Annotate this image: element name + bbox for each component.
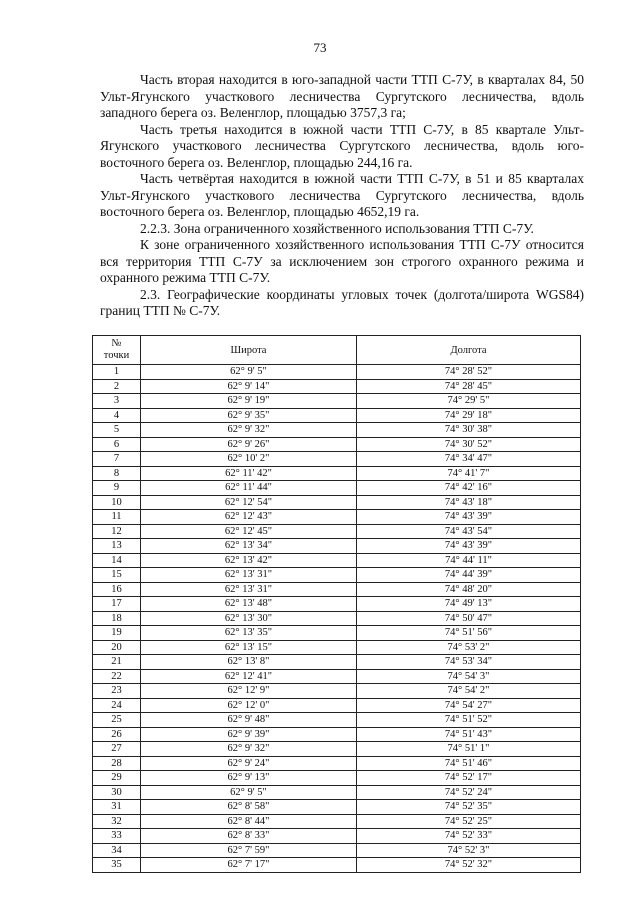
- page-number: 73: [313, 40, 327, 55]
- longitude-cell: 74° 51' 1": [357, 742, 581, 757]
- coordinates-table: [92, 335, 581, 873]
- longitude-cell: 74° 50' 47": [357, 611, 581, 626]
- latitude-cell: 62° 8' 44": [141, 814, 357, 829]
- latitude-cell: 62° 12' 43": [141, 510, 357, 525]
- paragraph-limited-use-zone: К зоне ограниченного хозяйственного использования ТТП С-7У относится вся территория ТТП С-7У за исключением зон строгого охранного режима и охранного режима ТТП С-7У.: [100, 237, 584, 285]
- longitude-cell: 74° 30' 38": [357, 423, 581, 438]
- table-row: [93, 858, 581, 873]
- longitude-cell: 74° 52' 24": [357, 785, 581, 800]
- table-row: [93, 510, 581, 525]
- longitude-cell: 74° 51' 46": [357, 756, 581, 771]
- table-row: [93, 756, 581, 771]
- latitude-cell: 62° 12' 41": [141, 669, 357, 684]
- point-number-cell: 12: [93, 524, 141, 539]
- latitude-cell: 62° 11' 42": [141, 466, 357, 481]
- section-heading-2-3: 2.3. Географические координаты угловых точек (долгота/широта WGS84) границ ТТП № С-7У.: [100, 286, 584, 318]
- table-row: [93, 669, 581, 684]
- table-body: [93, 365, 581, 873]
- table-row: [93, 408, 581, 423]
- longitude-cell: 74° 52' 25": [357, 814, 581, 829]
- table-row: [93, 365, 581, 380]
- longitude-cell: 74° 54' 3": [357, 669, 581, 684]
- table-row: [93, 611, 581, 626]
- longitude-cell: 74° 30' 52": [357, 437, 581, 452]
- paragraph-part-four: Часть четвёртая находится в южной части ТТП С-7У, в 51 и 85 кварталах Ульт-Ягунского участкового лесничества Сургутского лесничества, вдоль восточного берега оз. Веленглор, площадью 4652,19 га.: [100, 171, 584, 219]
- table-row: [93, 698, 581, 713]
- table-row: [93, 829, 581, 844]
- latitude-cell: 62° 13' 31": [141, 582, 357, 597]
- table-header-row: [93, 336, 581, 365]
- point-number-cell: 7: [93, 452, 141, 467]
- table-row: [93, 524, 581, 539]
- table-row: [93, 640, 581, 655]
- longitude-cell: 74° 43' 39": [357, 539, 581, 554]
- table-row: [93, 423, 581, 438]
- latitude-cell: 62° 7' 59": [141, 843, 357, 858]
- point-number-cell: 2: [93, 379, 141, 394]
- longitude-cell: 74° 41' 7": [357, 466, 581, 481]
- paragraph-part-two: Часть вторая находится в юго-западной части ТТП С-7У, в кварталах 84, 50 Ульт-Ягунского участкового лесничества Сургутского лесничества, вдоль западного берега оз. Веленглор, площадью 3757,3 га;: [100, 72, 584, 120]
- point-number-cell: 5: [93, 423, 141, 438]
- point-number-cell: 8: [93, 466, 141, 481]
- point-number-cell: 20: [93, 640, 141, 655]
- body-text: [100, 72, 584, 320]
- longitude-cell: 74° 54' 27": [357, 698, 581, 713]
- longitude-cell: 74° 53' 34": [357, 655, 581, 670]
- latitude-cell: 62° 9' 32": [141, 742, 357, 757]
- paragraph-part-three: Часть третья находится в южной части ТТП С-7У, в 85 квартале Ульт-Ягунского участкового лесничества Сургутского лесничества, вдоль юго-восточного берега оз. Веленглор, площадью 244,16 га.: [100, 121, 584, 170]
- point-number-cell: 16: [93, 582, 141, 597]
- longitude-cell: 74° 52' 32": [357, 858, 581, 873]
- table-row: [93, 843, 581, 858]
- point-number-cell: 35: [93, 858, 141, 873]
- latitude-cell: 62° 11' 44": [141, 481, 357, 496]
- longitude-cell: 74° 29' 18": [357, 408, 581, 423]
- latitude-cell: 62° 9' 5": [141, 785, 357, 800]
- latitude-cell: 62° 12' 0": [141, 698, 357, 713]
- point-number-cell: 23: [93, 684, 141, 699]
- table-row: [93, 684, 581, 699]
- longitude-cell: 74° 48' 20": [357, 582, 581, 597]
- point-number-cell: 24: [93, 698, 141, 713]
- table-row: [93, 814, 581, 829]
- point-number-cell: 13: [93, 539, 141, 554]
- table-row: [93, 568, 581, 583]
- table-row: [93, 626, 581, 641]
- longitude-cell: 74° 51' 52": [357, 713, 581, 728]
- longitude-cell: 74° 43' 18": [357, 495, 581, 510]
- point-number-cell: 27: [93, 742, 141, 757]
- longitude-cell: 74° 44' 11": [357, 553, 581, 568]
- table-row: [93, 785, 581, 800]
- table-row: [93, 495, 581, 510]
- point-number-cell: 1: [93, 365, 141, 380]
- table-row: [93, 713, 581, 728]
- point-number-cell: 10: [93, 495, 141, 510]
- longitude-cell: 74° 54' 2": [357, 684, 581, 699]
- latitude-cell: 62° 10' 2": [141, 452, 357, 467]
- longitude-cell: 74° 52' 33": [357, 829, 581, 844]
- latitude-cell: 62° 9' 48": [141, 713, 357, 728]
- table-row: [93, 466, 581, 481]
- point-number-cell: 4: [93, 408, 141, 423]
- latitude-cell: 62° 13' 42": [141, 553, 357, 568]
- longitude-cell: 74° 34' 47": [357, 452, 581, 467]
- table-row: [93, 655, 581, 670]
- latitude-cell: 62° 13' 31": [141, 568, 357, 583]
- table-row: [93, 800, 581, 815]
- latitude-cell: 62° 12' 45": [141, 524, 357, 539]
- longitude-cell: 74° 29' 5": [357, 394, 581, 409]
- latitude-cell: 62° 9' 14": [141, 379, 357, 394]
- longitude-cell: 74° 52' 35": [357, 800, 581, 815]
- point-number-cell: 14: [93, 553, 141, 568]
- table-row: [93, 539, 581, 554]
- longitude-cell: 74° 42' 16": [357, 481, 581, 496]
- point-number-cell: 33: [93, 829, 141, 844]
- latitude-cell: 62° 9' 5": [141, 365, 357, 380]
- latitude-cell: 62° 7' 17": [141, 858, 357, 873]
- point-number-cell: 34: [93, 843, 141, 858]
- latitude-cell: 62° 9' 32": [141, 423, 357, 438]
- header-point-word: точки: [103, 350, 130, 361]
- longitude-cell: 74° 51' 56": [357, 626, 581, 641]
- point-number-cell: 6: [93, 437, 141, 452]
- point-number-cell: 32: [93, 814, 141, 829]
- latitude-cell: 62° 12' 9": [141, 684, 357, 699]
- table-row: [93, 597, 581, 612]
- header-number-sign: №: [111, 338, 122, 349]
- point-number-cell: 25: [93, 713, 141, 728]
- point-number-cell: 31: [93, 800, 141, 815]
- point-number-cell: 3: [93, 394, 141, 409]
- latitude-cell: 62° 12' 54": [141, 495, 357, 510]
- latitude-cell: 62° 13' 30": [141, 611, 357, 626]
- latitude-cell: 62° 13' 34": [141, 539, 357, 554]
- table-row: [93, 771, 581, 786]
- latitude-cell: 62° 9' 13": [141, 771, 357, 786]
- section-heading-2-2-3: 2.2.3. Зона ограниченного хозяйственного использования ТТП С-7У.: [140, 220, 534, 236]
- table-row: [93, 553, 581, 568]
- header-point-number: [93, 336, 141, 365]
- longitude-cell: 74° 44' 39": [357, 568, 581, 583]
- latitude-cell: 62° 13' 48": [141, 597, 357, 612]
- longitude-cell: 74° 52' 3": [357, 843, 581, 858]
- latitude-cell: 62° 13' 35": [141, 626, 357, 641]
- table-row: [93, 379, 581, 394]
- longitude-cell: 74° 51' 43": [357, 727, 581, 742]
- latitude-cell: 62° 9' 35": [141, 408, 357, 423]
- latitude-cell: 62° 8' 58": [141, 800, 357, 815]
- point-number-cell: 11: [93, 510, 141, 525]
- point-number-cell: 9: [93, 481, 141, 496]
- longitude-cell: 74° 53' 2": [357, 640, 581, 655]
- longitude-cell: 74° 28' 45": [357, 379, 581, 394]
- longitude-cell: 74° 49' 13": [357, 597, 581, 612]
- latitude-cell: 62° 9' 26": [141, 437, 357, 452]
- table-row: [93, 582, 581, 597]
- latitude-cell: 62° 9' 39": [141, 727, 357, 742]
- latitude-cell: 62° 9' 19": [141, 394, 357, 409]
- latitude-cell: 62° 13' 15": [141, 640, 357, 655]
- point-number-cell: 30: [93, 785, 141, 800]
- point-number-cell: 15: [93, 568, 141, 583]
- longitude-cell: 74° 28' 52": [357, 365, 581, 380]
- point-number-cell: 22: [93, 669, 141, 684]
- latitude-cell: 62° 13' 8": [141, 655, 357, 670]
- longitude-cell: 74° 43' 39": [357, 510, 581, 525]
- longitude-cell: 74° 43' 54": [357, 524, 581, 539]
- longitude-cell: 74° 52' 17": [357, 771, 581, 786]
- table-row: [93, 394, 581, 409]
- table-row: [93, 437, 581, 452]
- latitude-cell: 62° 9' 24": [141, 756, 357, 771]
- header-latitude: Широта: [141, 336, 357, 365]
- point-number-cell: 19: [93, 626, 141, 641]
- point-number-cell: 17: [93, 597, 141, 612]
- table-row: [93, 727, 581, 742]
- table-row: [93, 742, 581, 757]
- point-number-cell: 21: [93, 655, 141, 670]
- point-number-cell: 26: [93, 727, 141, 742]
- point-number-cell: 28: [93, 756, 141, 771]
- point-number-cell: 29: [93, 771, 141, 786]
- table-row: [93, 481, 581, 496]
- header-longitude: Долгота: [357, 336, 581, 365]
- latitude-cell: 62° 8' 33": [141, 829, 357, 844]
- table-row: [93, 452, 581, 467]
- point-number-cell: 18: [93, 611, 141, 626]
